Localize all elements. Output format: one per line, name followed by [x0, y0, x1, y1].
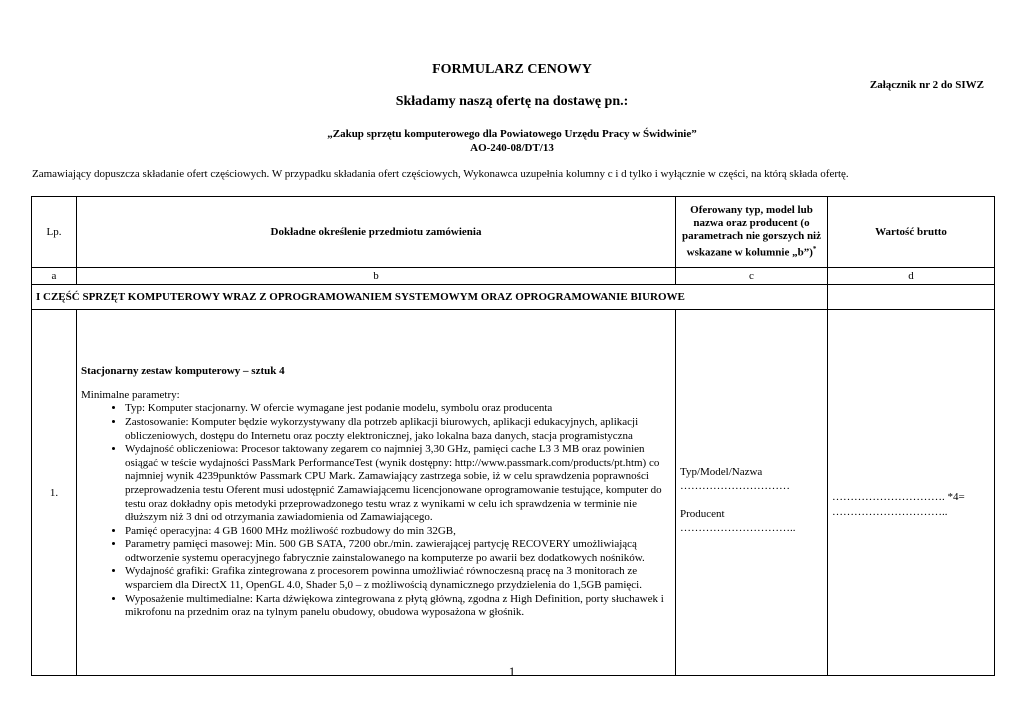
partial-offers-note: Zamawiający dopuszcza składanie ofert częściowych. W przypadku składania ofert częściowych, Wykonawca uzupełnia kolumny c i d tylko i wyłącznie w części, na którą składa ofertę. [32, 168, 849, 180]
subject-block [0, 127, 1024, 155]
offered-type-label: Typ/Model/Nazwa [680, 466, 763, 478]
section-title: I CZĘŚĆ SPRZĘT KOMPUTEROWY WRAZ Z OPROGRAMOWANIEM SYSTEMOWYM ORAZ OPROGRAMOWANIE BIUROWE [32, 285, 828, 310]
list-item: • Wydajność grafiki: Grafika zintegrowana z procesorem powinna umożliwiać równoczesną pracę na 3 monitorach ze wsparciem dla DirectX 11, OpenGL 4.0, Shader 5,0 – z możliwością dynamicznego przydzielenia do 1,5GB pamięci. [125, 565, 671, 592]
letter-d: d [828, 268, 995, 285]
page-number: 1 [508, 664, 516, 679]
letter-c: c [676, 268, 828, 285]
item-number: 1. [32, 310, 77, 676]
header-offered [676, 197, 828, 268]
header-lp: Lp. [32, 197, 77, 268]
price-table [31, 196, 995, 676]
annex-label: Załącznik nr 2 do SIWZ [869, 79, 984, 91]
value-total-field[interactable]: ………………………….. [832, 506, 948, 518]
page-title: FORMULARZ CENOWY [432, 62, 592, 77]
offered-producer-field[interactable]: ………………………….. [680, 522, 796, 534]
page-subtitle: Składamy naszą ofertę na dostawę pn.: [395, 94, 629, 109]
list-item: • Wydajność obliczeniowa: Procesor taktowany zegarem co najmniej 3,30 GHz, pamięci cache L3 3 MB oraz powinien osiągać w teście wydajności PassMark PerformanceTest (wynik dostępny: http://www.passmark.com/products/pt.htm) co najmniej wynik 4239punktów Passmark CPU Mark. Zamawiający zastrzega sobie, iż w celu sprawdzenia poprawności przeprowadzenia testu Oferent musi udostępnić Zamawiającemu licencjonowane oprogramowanie testujące, komputer do testu oraz dokładny opis metodyki przeprowadzonego testu wraz z wynikami w celu ich sprawdzenia w terminie nie dłuższym niż 3 dni od otrzymania zawiadomienia od Zamawiającego. [125, 443, 671, 525]
list-item: • Zastosowanie: Komputer będzie wykorzystywany dla potrzeb aplikacji biurowych, aplikacji edukacyjnych, aplikacji obliczeniowych, dostępu do Internetu oraz poczty elektronicznej, jako lokalna baza danych, stacja programistyczna [125, 416, 671, 443]
offered-cell[interactable] [676, 310, 828, 676]
section-empty-cell [828, 285, 995, 310]
table-header-row [32, 197, 995, 268]
list-item: • Pamięć operacyjna: 4 GB 1600 MHz możliwość rozbudowy do min 32GB, [125, 525, 671, 539]
item-description [77, 310, 676, 676]
subject-name: „Zakup sprzętu komputerowego dla Powiatowego Urzędu Pracy w Świdwinie” [327, 128, 697, 140]
list-item: • Typ: Komputer stacjonarny. W ofercie wymagane jest podanie modelu, symbolu oraz producenta [125, 402, 671, 416]
params-list [81, 402, 671, 620]
table-row [32, 310, 995, 676]
header-offered-footnote: * [812, 245, 817, 254]
section-row [32, 285, 995, 310]
letter-a: a [32, 268, 77, 285]
header-description: Dokładne określenie przedmiotu zamówienia [77, 197, 676, 268]
column-letters-row [32, 268, 995, 285]
list-item: • Wyposażenie multimedialne: Karta dźwiękowa zintegrowana z płytą główną, zgodna z High Definition, porty słuchawek i mikrofonu na przednim oraz na tylnym panelu obudowy, obudowa wyposażona w głośnik. [125, 593, 671, 620]
item-heading: Stacjonarny zestaw komputerowy – sztuk 4 [81, 365, 285, 378]
subject-reference: AO-240-08/DT/13 [470, 142, 554, 154]
letter-b: b [77, 268, 676, 285]
params-label: Minimalne parametry: [81, 388, 180, 401]
value-cell[interactable] [828, 310, 995, 676]
value-unit-field[interactable]: …………………………. *4= [832, 491, 965, 503]
list-item: • Parametry pamięci masowej: Min. 500 GB SATA, 7200 obr./min. zawierającej partycję RECOVERY umożliwiającą odtworzenie systemu operacyjnego fabrycznie zainstalowanego na komputerze po awarii bez dodatkowych nośników. [125, 538, 671, 565]
header-value: Wartość brutto [828, 197, 995, 268]
header-offered-text: Oferowany typ, model lub nazwa oraz producent (o parametrach nie gorszych niż wskazane w kolumnie „b”) [682, 204, 821, 259]
offered-type-field[interactable]: ………………………… [680, 480, 790, 492]
offered-producer-label: Producent [680, 508, 725, 520]
